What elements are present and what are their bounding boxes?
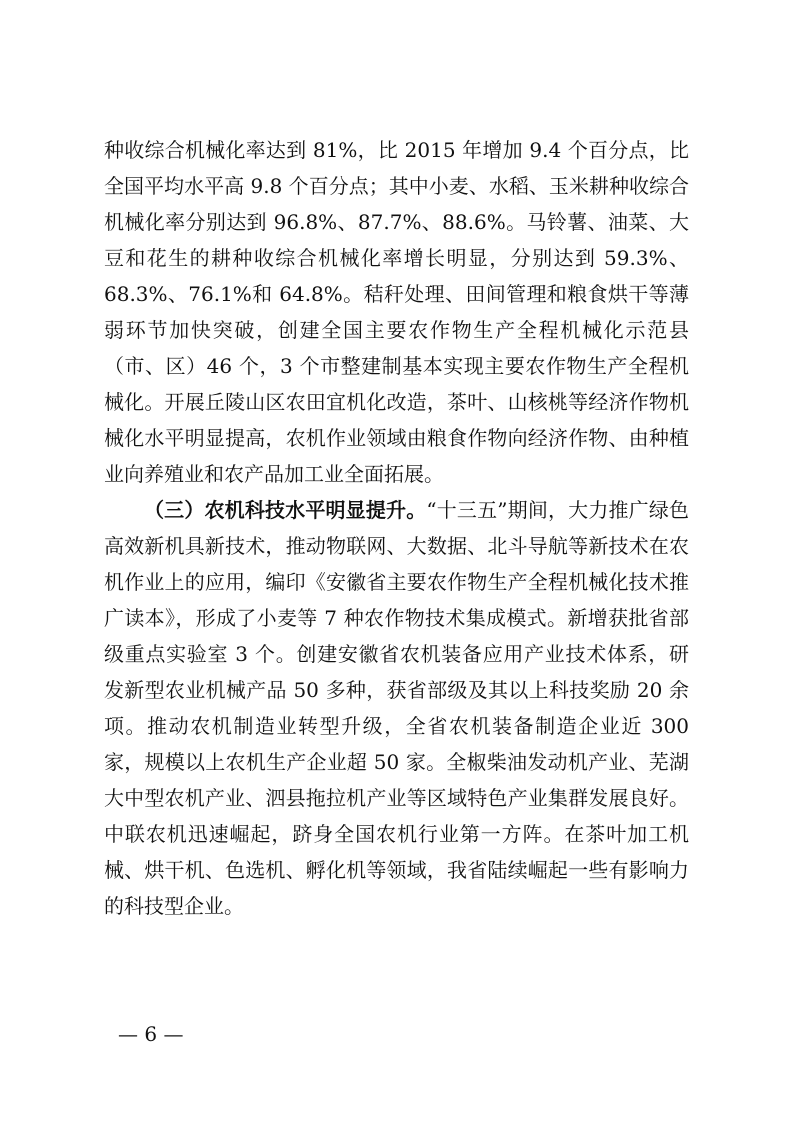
paragraph-1-text: 种收综合机械化率达到 81%，比 2015 年增加 9.4 个百分点，比全国平均水平高 9.8 个百分点；其中小麦、水稻、玉米耕种收综合机械化率分别达到 96.8%、87.7%、88.6%。马铃薯、油菜、大豆和花生的耕种收综合机械化率增长明显，分别达到 59.3%、68.3%、76.1%和 64.8%。秸秆处理、田间管理和粮食烘干等薄弱环节加快突破，创建全国主要农作物生产全程机械化示范县（市、区）46 个，3 个市整建制基本实现主要农作物生产全程机械化。开展丘陵山区农田宜机化改造，茶叶、山核桃等经济作物机械化水平明显提高，农机作业领域由粮食作物向经济作物、由种植业向养殖业和农产品加工业全面拓展。 [104, 138, 689, 486]
body-text [104, 132, 689, 924]
paragraph-2 [104, 492, 689, 924]
section-heading: （三）农机科技水平明显提升。 [144, 498, 427, 522]
paragraph-1 [104, 132, 689, 492]
page-number: — 6 — [118, 1022, 184, 1046]
paragraph-2-text: “十三五”期间，大力推广绿色高效新机具新技术，推动物联网、大数据、北斗导航等新技术在农机作业上的应用，编印《安徽省主要农作物生产全程机械化技术推广读本》，形成了小麦等 7 种农作物技术集成模式。新增获批省部级重点实验室 3 个。创建安徽省农机装备应用产业技术体系，研发新型农业机械产品 50 多种，获省部级及其以上科技奖励 20 余项。推动农机制造业转型升级，全省农机装备制造企业近 300 家，规模以上农机生产企业超 50 家。全椒柴油发动机产业、芜湖大中型农机产业、泗县拖拉机产业等区域特色产业集群发展良好。中联农机迅速崛起，跻身全国农机行业第一方阵。在茶叶加工机械、烘干机、色选机、孵化机等领域，我省陆续崛起一些有影响力的科技型企业。 [104, 498, 689, 918]
